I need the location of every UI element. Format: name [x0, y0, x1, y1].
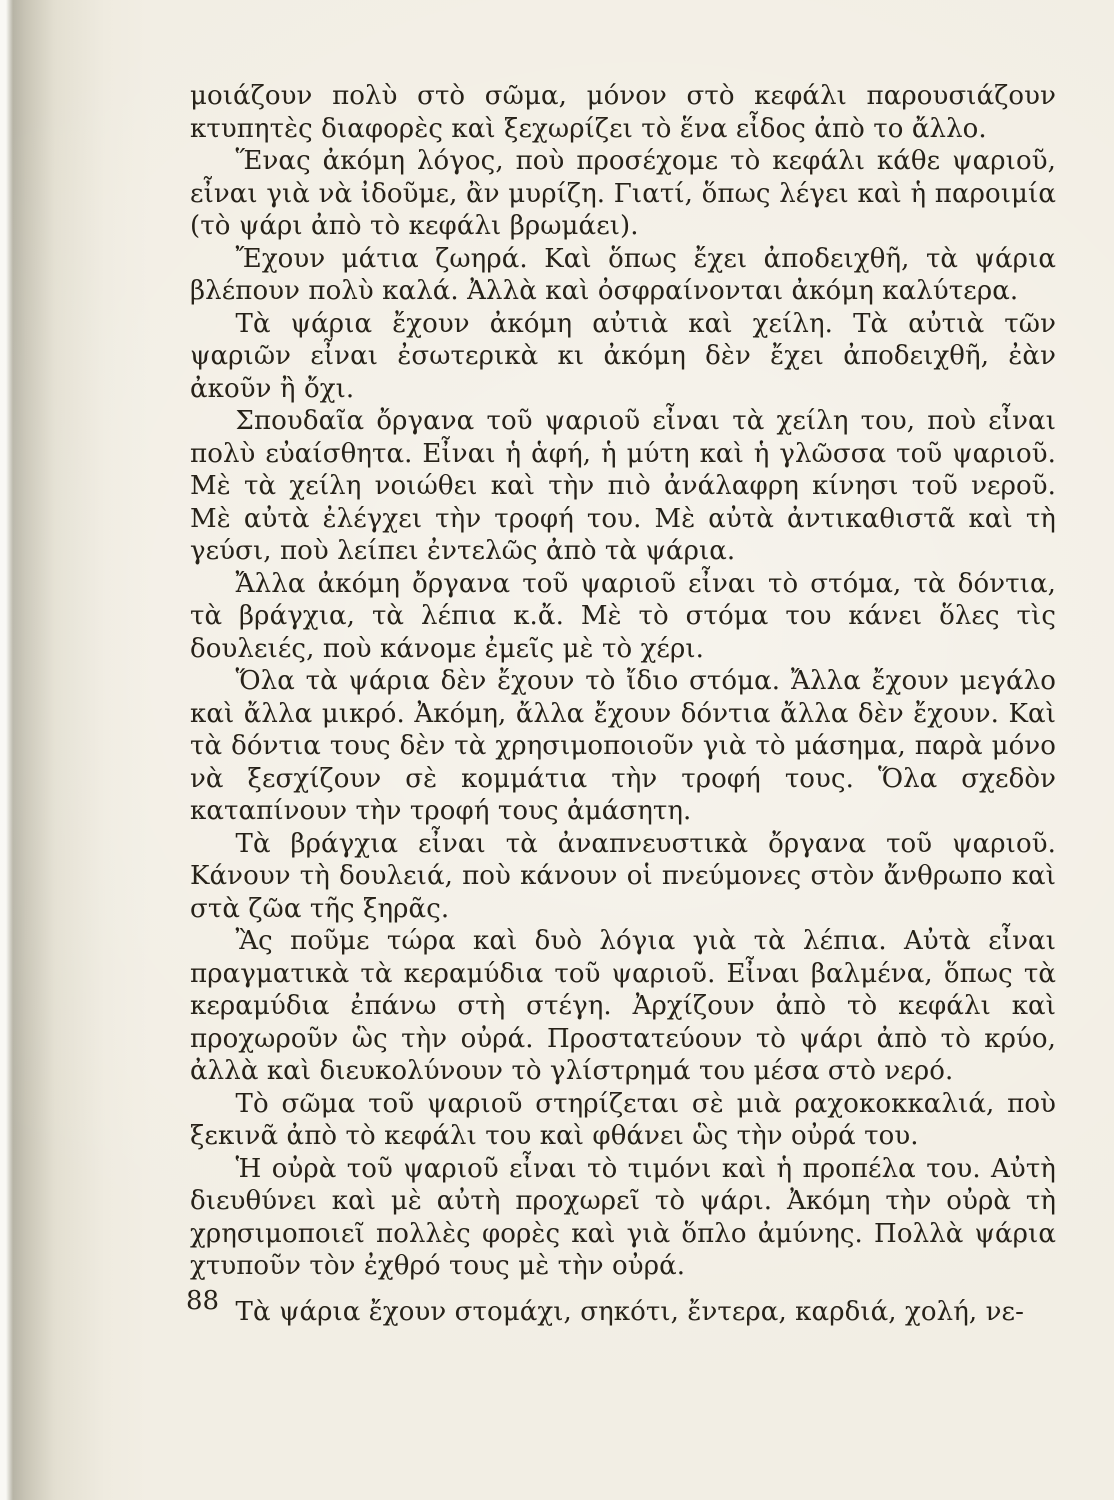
paragraph: Ἂς ποῦμε τώρα καὶ δυὸ λόγια γιὰ τὰ λέπια. Αὐτὰ εἶναι πραγματικὰ τὰ κεραμύδια τοῦ ψαριοῦ. Εἶναι βαλμένα, ὅπως τὰ κεραμύδια ἐπάνω στὴ στέγη. Ἀρχίζουν ἀπὸ τὸ κεφάλι καὶ προχωροῦν ὣς τὴν οὐρά. Προστατεύουν τὸ ψάρι ἀπὸ τὸ κρύο, ἀλλὰ καὶ διευκολύνουν τὸ γλίστρημά του μέσα στὸ νερό.: [190, 926, 1056, 1086]
paragraph: Τὸ σῶμα τοῦ ψαριοῦ στηρίζεται σὲ μιὰ ραχοκοκκαλιά, ποὺ ξεκινᾶ ἀπὸ τὸ κεφάλι του καὶ φθάνει ὣς τὴν οὐρά του.: [190, 1088, 1056, 1151]
paragraph: Τὰ ψάρια ἔχουν ἀκόμη αὐτιὰ καὶ χείλη. Τὰ αὐτιὰ τῶν ψαριῶν εἶναι ἐσωτερικὰ κι ἀκόμη δὲν ἔχει ἀποδειχθῆ, ἐὰν ἀκοῦν ἢ ὄχι.: [190, 308, 1056, 404]
paragraph: Ἔχουν μάτια ζωηρά. Καὶ ὅπως ἔχει ἀποδειχθῆ, τὰ ψάρια βλέπουν πολὺ καλά. Ἀλλὰ καὶ ὀσφραίνονται ἀκόμη καλύτερα.: [190, 243, 1056, 306]
page-number: 88: [186, 1286, 220, 1316]
text-block: [190, 80, 1056, 1328]
paragraph: Ἄλλα ἀκόμη ὄργανα τοῦ ψαριοῦ εἶναι τὸ στόμα, τὰ δόντια, τὰ βράγχια, τὰ λέπια κ.ἄ. Μὲ τὸ στόμα του κάνει ὅλες τὶς δουλειές, ποὺ κάνομε ἐμεῖς μὲ τὸ χέρι.: [190, 568, 1056, 664]
paragraph: Ὅλα τὰ ψάρια δὲν ἔχουν τὸ ἴδιο στόμα. Ἄλλα ἔχουν μεγάλο καὶ ἄλλα μικρό. Ἀκόμη, ἄλλα ἔχουν δόντια ἄλλα δὲν ἔχουν. Καὶ τὰ δόντια τους δὲν τὰ χρησιμοποιοῦν γιὰ τὸ μάσημα, παρὰ μόνο νὰ ξεσχίζουν σὲ κομμάτια τὴν τροφή τους. Ὅλα σχεδὸν καταπίνουν τὴν τροφή τους ἀμάσητη.: [190, 666, 1056, 826]
paragraph: Ἕνας ἀκόμη λόγος, ποὺ προσέχομε τὸ κεφάλι κάθε ψαριοῦ, εἶναι γιὰ νὰ ἰδοῦμε, ἂν μυρίζη. Γιατί, ὅπως λέγει καὶ ἡ παροιμία (τὸ ψάρι ἀπὸ τὸ κεφάλι βρωμάει).: [190, 146, 1056, 241]
paragraph: Ἡ οὐρὰ τοῦ ψαριοῦ εἶναι τὸ τιμόνι καὶ ἡ προπέλα του. Αὐτὴ διευθύνει καὶ μὲ αὐτὴ προχωρεῖ τὸ ψάρι. Ἀκόμη τὴν οὐρὰ τὴ χρησιμοποιεῖ πολλὲς φορὲς καὶ γιὰ ὅπλο ἀμύνης. Πολλὰ ψάρια χτυποῦν τὸν ἐχθρό τους μὲ τὴν οὐρά.: [190, 1153, 1056, 1281]
paragraph: Τὰ βράγχια εἶναι τὰ ἀναπνευστικὰ ὄργανα τοῦ ψαριοῦ. Κάνουν τὴ δουλειά, ποὺ κάνουν οἱ πνεύμονες στὸν ἄνθρωπο καὶ στὰ ζῶα τῆς ξηρᾶς.: [190, 828, 1056, 924]
paragraph: μοιάζουν πολὺ στὸ σῶμα, μόνον στὸ κεφάλι παρουσιάζουν κτυπητὲς διαφορὲς καὶ ξεχωρίζει τὸ ἕνα εἶδος ἀπὸ το ἄλλο.: [190, 81, 1056, 144]
paragraph: Σπουδαῖα ὄργανα τοῦ ψαριοῦ εἶναι τὰ χείλη του, ποὺ εἶναι πολὺ εὐαίσθητα. Εἶναι ἡ ἁφή, ἡ μύτη καὶ ἡ γλῶσσα τοῦ ψαριοῦ. Μὲ τὰ χείλη νοιώθει καὶ τὴν πιὸ ἀνάλαφρη κίνησι τοῦ νεροῦ. Μὲ αὐτὰ ἐλέγχει τὴν τροφή του. Μὲ αὐτὰ ἀντικαθιστᾶ καὶ τὴ γεύσι, ποὺ λείπει ἐντελῶς ἀπὸ τὰ ψάρια.: [190, 406, 1056, 566]
paragraph: Τὰ ψάρια ἔχουν στομάχι, σηκότι, ἔντερα, καρδιά, χολή, νε-: [235, 1296, 1024, 1327]
